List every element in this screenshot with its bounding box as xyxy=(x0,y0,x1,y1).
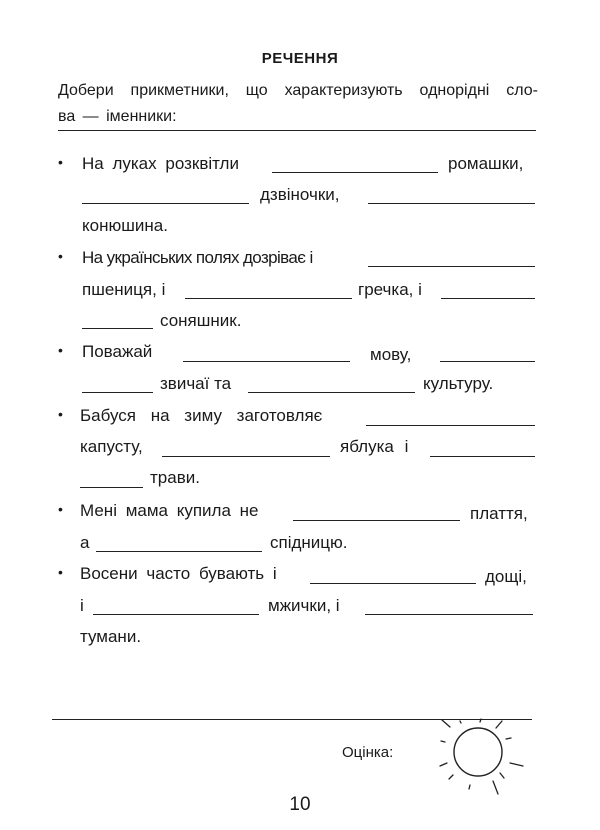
grade-label: Оцінка: xyxy=(342,744,394,761)
sentence-text: конюшина. xyxy=(82,216,168,235)
sentence-text: а xyxy=(80,533,90,552)
answer-line-instruction[interactable] xyxy=(58,130,536,131)
bullet: • xyxy=(58,342,63,358)
sentence-text: Бабуся на зиму заготовляє xyxy=(80,406,323,425)
bullet: • xyxy=(58,501,63,517)
blank-field[interactable] xyxy=(293,520,460,521)
blank-field[interactable] xyxy=(430,456,535,457)
sentence-text: дзвіночки, xyxy=(260,185,340,204)
sentence-text: мову, xyxy=(370,345,412,364)
sentence-text: капусту, xyxy=(80,437,143,456)
sentence-text: звичаї та xyxy=(160,374,232,393)
instruction-line-2: ва — іменники: xyxy=(58,108,177,125)
sentence-text: Мені мама купила не xyxy=(80,501,259,520)
page-title: РЕЧЕННЯ xyxy=(261,50,339,67)
sentence-text: пшениця, і xyxy=(82,280,166,299)
sentence-text: гречка, і xyxy=(358,280,422,299)
blank-field[interactable] xyxy=(82,328,153,329)
sentence-text: ромашки, xyxy=(448,154,524,173)
sentence-text: плаття, xyxy=(470,504,528,523)
blank-field[interactable] xyxy=(368,203,535,204)
blank-field[interactable] xyxy=(82,203,249,204)
sentence-text: трави. xyxy=(150,468,200,487)
sentence-text: культуру. xyxy=(423,374,494,393)
sentence-text: На луках розквітли xyxy=(82,154,239,173)
blank-field[interactable] xyxy=(82,392,153,393)
sentence-text: тумани. xyxy=(80,627,142,646)
blank-field[interactable] xyxy=(366,425,535,426)
blank-field[interactable] xyxy=(93,614,259,615)
sentence-text: Восени часто бувають і xyxy=(80,564,277,583)
blank-field[interactable] xyxy=(183,361,350,362)
bullet: • xyxy=(58,406,63,422)
sentence-text: спідницю. xyxy=(270,533,348,552)
sentence-text: яблука і xyxy=(340,437,409,456)
sentence-text: На українських полях дозріває і xyxy=(82,248,313,267)
instruction-line-1: Добери прикметники, що характеризують однорідні сло- xyxy=(58,82,538,99)
blank-field[interactable] xyxy=(185,298,352,299)
blank-field[interactable] xyxy=(441,298,535,299)
blank-field[interactable] xyxy=(368,266,535,267)
bullet: • xyxy=(58,154,63,170)
sentence-text: Поважай xyxy=(82,342,153,361)
blank-field[interactable] xyxy=(96,551,262,552)
blank-field[interactable] xyxy=(310,583,476,584)
blank-field[interactable] xyxy=(248,392,415,393)
sentence-text: дощі, xyxy=(485,567,527,586)
sentence-text: соняшник. xyxy=(160,311,242,330)
bullet: • xyxy=(58,564,63,580)
blank-field[interactable] xyxy=(365,614,533,615)
blank-field[interactable] xyxy=(440,361,535,362)
blank-field[interactable] xyxy=(80,487,143,488)
page-number: 10 xyxy=(289,794,311,815)
sentence-text: і xyxy=(80,596,84,615)
sun-grade-icon[interactable] xyxy=(435,718,525,798)
blank-field[interactable] xyxy=(162,456,330,457)
sentence-text: мжички, і xyxy=(268,596,340,615)
blank-field[interactable] xyxy=(272,172,438,173)
bullet: • xyxy=(58,248,63,264)
